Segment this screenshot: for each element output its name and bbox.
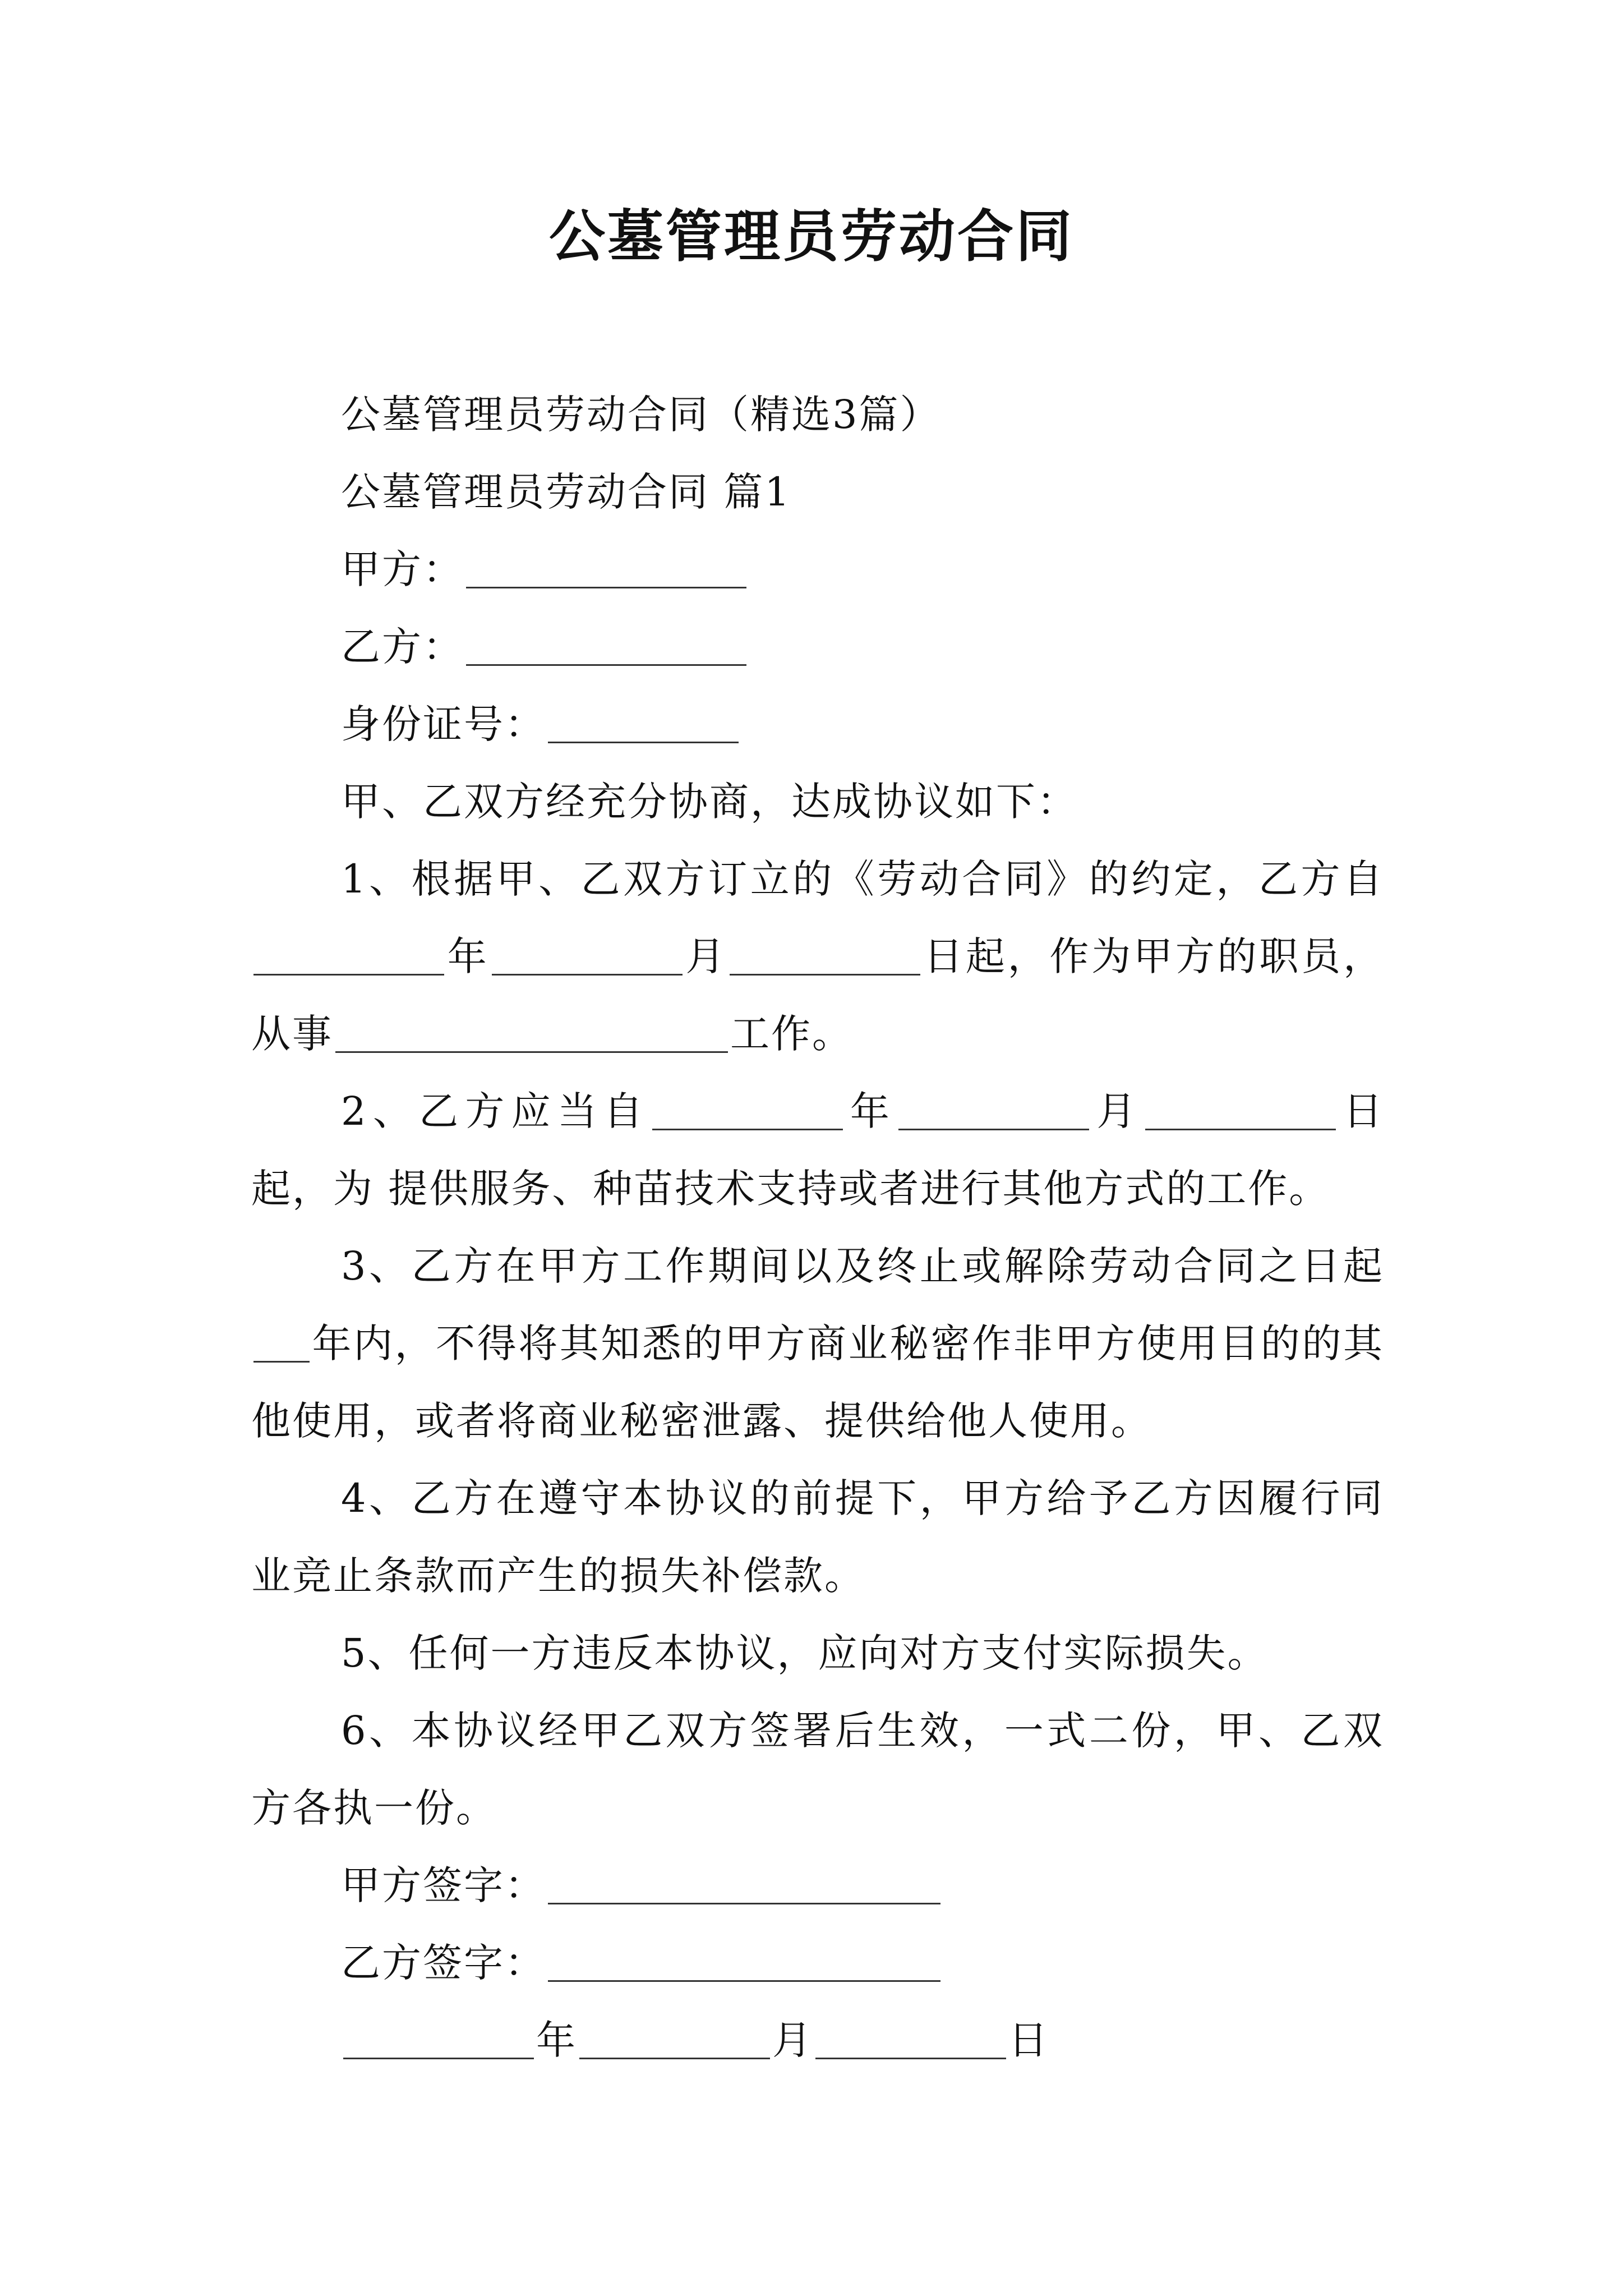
clause-3-text-b: 年内，不得将其知悉的甲方商业秘密作非甲方使用目的的其他使用，或者将商业秘密泄露、提供给他人使用。: [251, 1320, 1384, 1444]
date-year-blank: [343, 2018, 534, 2059]
clause-2: [251, 1073, 1384, 1227]
clause-1: [251, 840, 1384, 1073]
subtitle: 公墓管理员劳动合同（精选3篇）: [341, 392, 941, 438]
party-a-line: [251, 531, 1384, 608]
party-b-label: 乙方：: [341, 624, 464, 670]
date-day-blank: [815, 2018, 1006, 2059]
section-heading: 公墓管理员劳动合同 篇1: [341, 469, 791, 515]
clause-2-year: 年: [845, 1088, 897, 1134]
party-a-label: 甲方：: [341, 546, 464, 592]
id-label: 身份证号：: [341, 701, 546, 747]
clause-2-text-b: 日起，为 提供服务、种苗技术支持或者进行其他方式的工作。: [251, 1088, 1385, 1212]
clause-2-day-blank: [1145, 1089, 1336, 1130]
sign-b-label: 乙方签字：: [341, 1940, 546, 1986]
clause-1-month: 月: [684, 933, 728, 979]
clause-2-year-blank: [652, 1089, 843, 1130]
clause-5: 5、任何一方违反本协议，应向对方支付实际损失。: [341, 1630, 1269, 1676]
document-body: [251, 376, 1384, 2079]
clause-1-text-c: 工作。: [730, 1011, 853, 1057]
date-day: 日: [1008, 2017, 1049, 2063]
party-b-line: [251, 608, 1384, 685]
clause-2-month-blank: [898, 1089, 1089, 1130]
date-month-blank: [579, 2018, 770, 2059]
intro-paragraph: 甲、乙双方经充分协商，达成协议如下：: [341, 779, 1078, 825]
party-b-blank: [466, 625, 746, 666]
sign-a-label: 甲方签字：: [341, 1862, 546, 1908]
clause-1-text-a: 1、根据甲、乙双方订立的《劳动合同》的约定，乙方自: [341, 856, 1384, 902]
clause-2-month: 月: [1091, 1088, 1143, 1134]
clause-6: 6、本协议经甲乙双方签署后生效，一式二份，甲、乙双方各执一份。: [251, 1708, 1384, 1831]
clause-1-year-blank: [253, 935, 444, 976]
clause-1-day-blank: [730, 935, 920, 976]
sign-b-line: [251, 1924, 1384, 2001]
clause-1-year: 年: [446, 933, 490, 979]
date-line: [251, 2001, 1384, 2079]
sign-a-line: [251, 1847, 1384, 1924]
clause-1-month-blank: [492, 935, 683, 976]
party-a-blank: [466, 547, 746, 588]
clause-3-years-blank: [253, 1322, 310, 1363]
sign-b-blank: [548, 1941, 940, 1982]
sign-a-blank: [548, 1864, 940, 1904]
document-title: 公墓管理员劳动合同: [549, 204, 1074, 269]
clause-3: [251, 1227, 1384, 1460]
clause-1-text-b: 日起，作为甲方的职员，从事: [251, 933, 1385, 1057]
id-line: [251, 685, 1384, 763]
id-blank: [548, 702, 739, 743]
clause-1-work-blank: [335, 1012, 728, 1053]
clause-4: 4、乙方在遵守本协议的前提下，甲方给予乙方因履行同业竞止条款而产生的损失补偿款。: [251, 1475, 1384, 1599]
date-month: 月: [772, 2017, 813, 2063]
clause-2-text-a: 2、乙方应当自: [341, 1088, 650, 1134]
date-year: 年: [536, 2017, 577, 2063]
clause-3-text-a: 3、乙方在甲方工作期间以及终止或解除劳动合同之日起: [341, 1243, 1384, 1289]
